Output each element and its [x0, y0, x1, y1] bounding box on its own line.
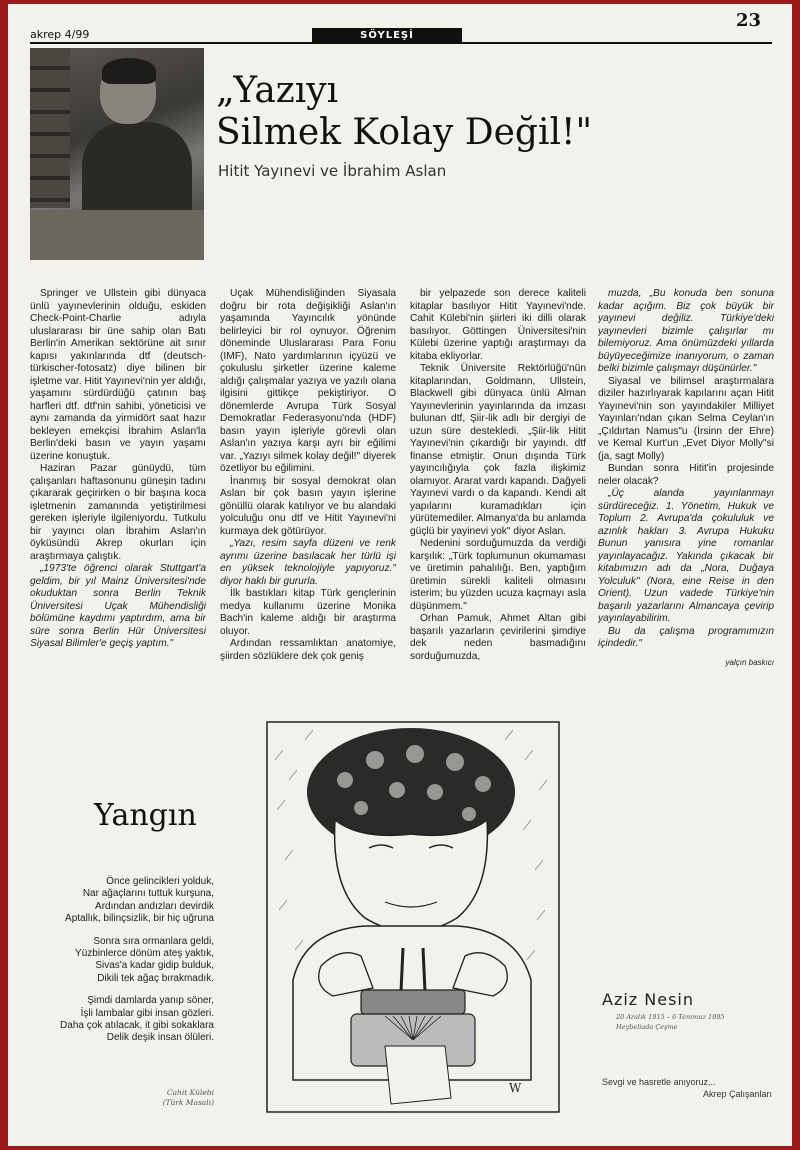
tribute-dates-line1: 20 Aralık 1915 – 6 Temmuz 1995 [616, 1013, 725, 1021]
tribute-dates-line2: Heybeliada Çeşme [616, 1023, 678, 1031]
tribute-author-name: Aziz Nesin [602, 990, 695, 1009]
tribute-from: Akrep Çalışanları [702, 1089, 772, 1099]
photo-bookshelf [30, 48, 70, 208]
poem-line: Aptallık, bilinçsizlik, bir hiç uğruna [65, 913, 214, 925]
article-paragraph: Springer ve Ullstein gibi dünyaca ünlü yayınevlerinin olduğu, eskiden Check-Point-Charlie adıyla uluslararası bir üne sahip olan Batı Berlin'in Amerikan sektörüne ait sınır kapısı yakınlarında dtf (deutsch-türkischer-fotosatz) diye bilinen bir işletme var. Hitit Yayınevi'nin yer aldığı, yaşamını sürdürdüğü çatının baş harfleri dtf. dtf'nin sahibi, yöneticisi ve aynı zamanda da yirmidört saat hazır bekleyen emekçisi İbrahim Aslan'la Berlin'deki basın ve yayın yaşamı üzerine konuştuk. [30, 288, 206, 462]
article-paragraph: İnanmış bir sosyal demokrat olan Aslan bir çok basın yayın işlerine gönüllü olarak katılıyor ve bu alandaki yolculuğu onu dtf ve Hitit Yayınevi'ni kurmaya dek götürüyor. [220, 475, 396, 537]
article-column-2 [220, 288, 396, 712]
tribute-dates [616, 1012, 756, 1032]
illustrator-initials: W [509, 1081, 522, 1095]
article-paragraph: Siyasal ve bilimsel araştırmalara diziler hazırlıyarak kapılarını açan Hitit Yayınevi'nin son yayındakiler Milliyet Yayınları'ndan çıkan Selma Ceylan'ın „Çıldırtan Namus"u (İrsinn der Ehre) ve Kemal Kurt'un „Evet Diyor Molly"si (ja, sagt Molly) [598, 375, 774, 462]
magazine-page [8, 4, 792, 1146]
article-paragraph: İlk bastıkları kitap Türk gençlerinin medya kullanımı üzerine Monika Bach'in kaleme aldığı bir araştırma oluyor. [220, 588, 396, 637]
poem-line: Önce gelincikleri yolduk, [106, 876, 214, 887]
poem-line: Daha çok atılacak, it gibi sokaklara [60, 1020, 214, 1032]
poem-stanza [30, 876, 214, 926]
article-paragraph: Ardından ressamlıktan anatomiye, şiirden sözlüklere dek çok geniş [220, 638, 396, 662]
poem-line: İşli lambalar gibi insan gözleri. [80, 1007, 214, 1019]
article-paragraph: Nedenini sorduğumuzda da verdiği karşılık: „Türk toplumunun okumaması ve üretimin pahalılığı. Ben, yaptığım üretimin sürekli kaliteli olmasını isterim; bu yüzden ucuza kaçmayı asla düşünmem." [410, 538, 586, 612]
poem-line: Sivas'a kadar gidip bulduk, [95, 960, 214, 972]
poem-line: Sonra sıra ormanlara geldi, [93, 935, 214, 947]
tribute-greeting-text: Sevgi ve hasretle anıyoruz... [602, 1077, 716, 1087]
header-rule [30, 42, 772, 44]
article-paragraph: Teknik Üniversite Rektörlüğü'nün kitaplarından, Goldmann, Ullstein, Blackwell gibi dünyaca ünlü Alman Yayınevlerinin yayınlarında da imzası bulunan dtf, Şiir-lik adlı bir dergiyi de uzun süre destekledi. „Şiir-lik Hitit Yayınevi'nin çıkardığı bir yayındı. dtf finanse etmiştir. Onun dışında Türk yayıncılığıyla çok fazla ilişkimiz olamıyor. Ararat vardı kapandı. Dağyeli Yayınevi vardı o da kapandı. Kendi alt yapılarını kuramadıkları için yürütemediler. Almanya'da bu anlamda güçlü bir yayinevi yok" diyor Aslan. [410, 363, 586, 537]
poem-title: Yangın [94, 798, 197, 833]
issue-label: akrep 4/99 [30, 28, 90, 41]
article-paragraph: Orhan Pamuk, Ahmet Altan gibi başarılı yazarların çevirilerini şimdiye dek neden basmadığını sorduğumuzda, [410, 613, 586, 662]
article-paragraph: Bu da çalışma programımızın içindedir." [598, 625, 774, 649]
article-paragraph: „1973'te öğrenci olarak Stuttgart'a geldim, bir yıl Mainz Üniversitesi'nde okuduktan sonra Berlin Teknik Üniversitesi Uçak Mühendisliği bölümüne kaydımı yaptırdım, ama bir süre sonra Berlin Hür Üniversitesi Siyasal Bilimler'e geçiş yaptım." [30, 563, 206, 649]
poem-signature-name: Cahit Külebi [166, 1088, 214, 1097]
article-paragraph: Bundan sonra Hitit'in projesinde neler olacak? [598, 463, 774, 487]
article-subtitle: Hitit Yayınevi ve İbrahim Aslan [218, 162, 447, 180]
article-paragraph: muzda, „Bu konuda ben sonuna kadar açığım. Biz çok büyük bir yayınevi değiliz. Türkiye'deki yayınevleri bizimle çalışırlar mı bilemiyoruz. Ama önümüzdeki yıllarda büyüyeceğimize inanıyorum, o zaman belki bizimle çalışmayı düşünürler." [598, 288, 774, 374]
article-title-line2: Silmek Kolay Değil!" [216, 112, 593, 153]
poem-line: Dikili tek ağaç bırakmadık. [97, 972, 214, 984]
poem-stanza [30, 936, 214, 986]
article-author-signature: yalçın baskıcı [725, 657, 774, 667]
article-title-line1: „Yazıyı [216, 70, 339, 111]
poem-stanza [30, 995, 214, 1045]
article-column-4 [598, 288, 774, 712]
poem-signature [30, 1088, 214, 1108]
article-paragraph: „Üç alanda yayınlanmayı sürdüreceğiz. 1. Yönetim, Hukuk ve Toplum 2. Avrupa'da çokululuk ve azınlık hakları 3. Avrupa Hukuku Bunun yanısıra yine romanlar yayınlayacağız. Yakında çıkacak bir kitabımızın adı da „Nora, Duğaya Yolculuk" (Nora, eine Reise in den Orient). Uzun vadede Türkiye'nin başarılı yazarlarını Almancaya çevirip yayınlayabilirim. [598, 488, 774, 624]
section-label: SÖYLEŞİ [312, 28, 462, 44]
poem-line: Yüzbinlerce dönüm ateş yaktık, [75, 948, 214, 960]
article-paragraph: „Yazı, resim sayfa düzeni ve renk ayrımı üzerine basılacak her türlü işi en yüksek teknolojiyle yapıyoruz." diyor haklı bir gururla. [220, 538, 396, 587]
article-column-3 [410, 288, 586, 712]
poem-line: Delik deşik insan ölüleri. [106, 1032, 214, 1044]
article-column-1 [30, 288, 206, 712]
article-paragraph: bir yelpazede son derece kaliteli kitaplar basılıyor Hitit Yayınevi'nde. Cahit Külebi'nin şiirleri iki dilli olarak basılıyor. Göttingen Üniversitesi'nin Külebi üzerine yaptığı araştırmayı da kitaba ekliyorlar. [410, 288, 586, 362]
typewriter-cartoon [265, 720, 561, 1114]
photo-figure-hair [102, 58, 156, 84]
article-paragraph: Uçak Mühendisliğinden Siyasala doğru bir rota değişikliği Aslan'ın yaşamında Yayıncılık yönünde belirleyici bir rol oynuyor. Öğrenim döneminde Uluslararası Para Fonu (IMF), Nato yardımlarının içyüzü ve çokuluslu şirketler üzerine kaleme aldığı çalışmalar yazıya ve yazılı olana ilgisini gittikçe pekiştiriyor. O dönemlerde Avrupa Türk Sosyal Demokratlar Federasyonu'nda (HDF) basın yayın işleriyle görevli olan Aslan'ın yazıya karşı ayrı bir eğilimi var. „Yazıyı silmek kolay değil!" diyerek özetliyor bu eğilimini. [220, 288, 396, 474]
poem-signature-note: (Türk Masalı) [162, 1098, 214, 1107]
poem-line: Şimdi damlarda yanıp söner, [87, 995, 214, 1007]
page-number: 23 [736, 10, 762, 31]
poem-line: Nar ağaçlarını tuttuk kurşuna, [82, 888, 214, 900]
article-paragraph: Haziran Pazar günüydü, tüm çalışanları haftasonunu güneşin tadını çıkararak geçirirken o bir başına koca işletmenin zamanında yetiştirilmesi gereken işleriyle ilgileniyordu. Tutkulu bir yayıncı olan İbrahim Aslan'ın öyküsündü Akrep okurları için araştırmaya çalıştık. [30, 463, 206, 562]
tribute-greeting [602, 1076, 772, 1100]
poem-line: Ardından andızları devirdik [95, 900, 214, 912]
poem-body [30, 876, 214, 1055]
photo-desk [30, 210, 204, 260]
portrait-photo [30, 48, 204, 260]
